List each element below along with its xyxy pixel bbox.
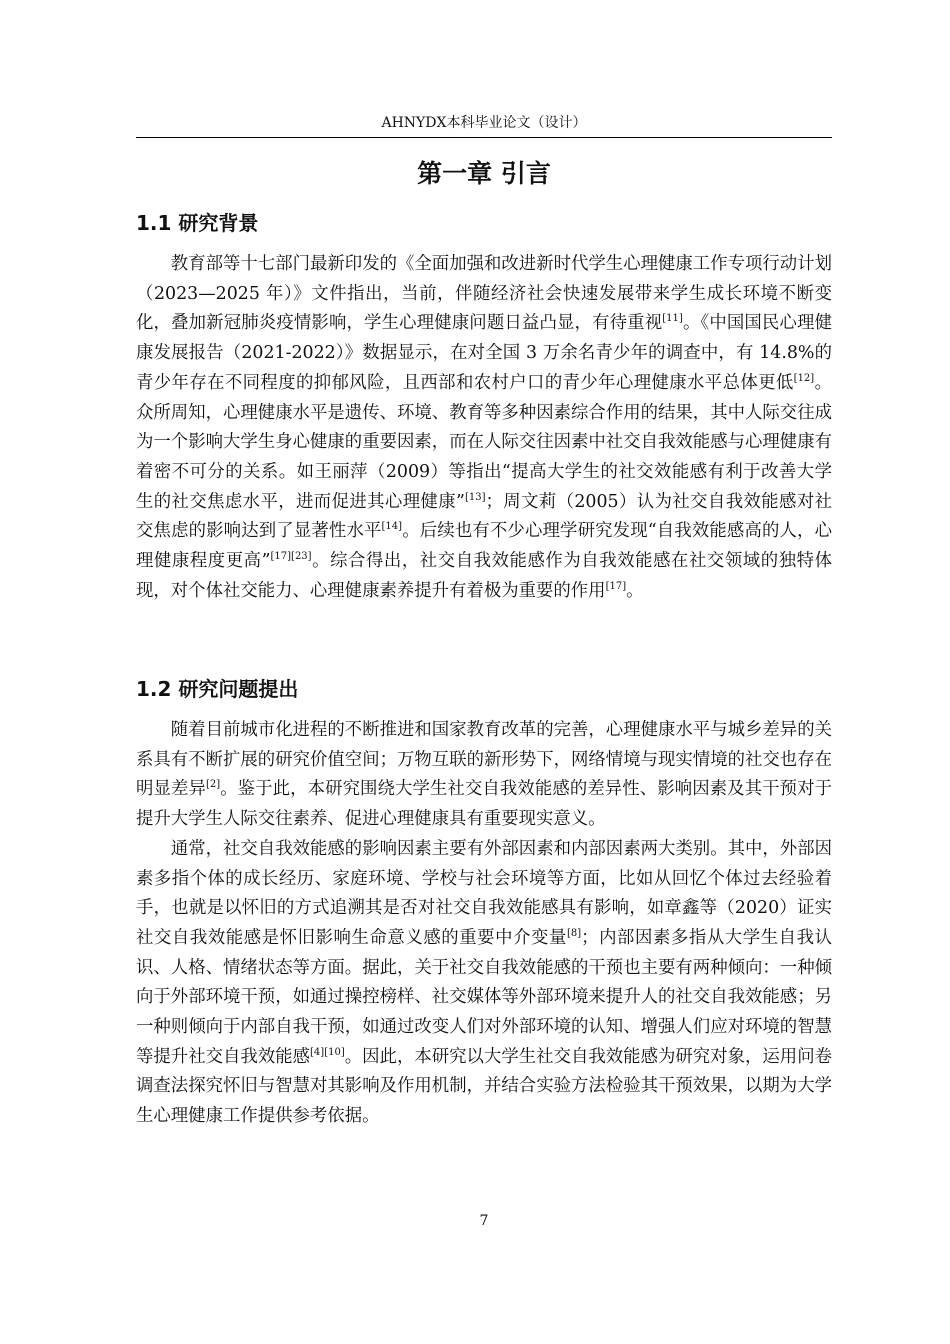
citation-marker: [12] (793, 373, 815, 385)
paragraph-text: ；周文莉（2005）认为社交自我效能感对社交焦虑的影响达到了显著性水平 (136, 491, 832, 542)
paragraph-text: 。鉴于此，本研究围绕大学生社交自我效能感的差异性、影响因素及其干预对于提升大学生人际交往素养、促进心理健康具有重要现实意义。 (136, 779, 832, 830)
citation-marker: [17][23] (270, 551, 312, 563)
running-header: AHNYDX本科毕业论文（设计） (381, 115, 587, 131)
citation-marker: [17] (605, 580, 627, 592)
paragraph-text: 。众所周知，心理健康水平是遗传、环境、教育等多种因素综合作用的结果，其中人际交往成为一个影响大学生身心健康的重要因素，而在人际交往因素中社交自我效能感与心理健康有着密不可分的关系。如王丽萍（2009）等指出“提高大学生的社交效能感有利于改善大学生的社交焦虑水平，进而促进其心理健康” (136, 372, 832, 512)
paragraph (136, 250, 832, 606)
citation-marker: [13] (464, 491, 486, 503)
paragraph-text: 。因此，本研究以大学生社交自我效能感为研究对象，运用问卷调查法探究怀旧与智慧对其影响及作用机制，并结合实验方法检验其干预效果，以期为大学生心理健康工作提供参考依据。 (136, 1046, 832, 1127)
page-number: 7 (479, 1213, 489, 1229)
paragraph-text: 。综合得出，社交自我效能感作为自我效能感在社交领域的独特体现，对个体社交能力、心理健康素养提升有着极为重要的作用 (136, 551, 832, 601)
header-rule (136, 137, 832, 138)
paragraph-text: 通常，社交自我效能感的影响因素主要有外部因素和内部因素两大类别。其中，外部因素多指个体的成长经历、家庭环境、学校与社会环境等方面，比如从回忆个体过去经验着手，也就是以怀旧的方式追溯其是否对社交自我效能感具有影响，如章鑫等（2020）证实社交自我效能感是怀旧影响生命意义感的重要中介变量 (136, 838, 832, 948)
section-heading-1-1: 1.1 研究背景 (136, 211, 259, 235)
section-body-1-2 (136, 716, 832, 1132)
paragraph (136, 716, 832, 835)
paragraph (136, 835, 832, 1132)
citation-marker: [2] (205, 779, 221, 791)
chapter-title: 第一章 引言 (417, 159, 551, 188)
paragraph-text: 。后续也有不少心理学研究发现“自我效能感高的人，心理健康程度更高” (136, 521, 832, 572)
paragraph-text: 。 (626, 580, 644, 601)
citation-marker: [4][10] (310, 1046, 345, 1058)
citation-marker: [8] (566, 928, 582, 940)
section-heading-1-2: 1.2 研究问题提出 (136, 677, 299, 701)
paragraph-text: ；内部因素多指从大学生自我认识、人格、情绪状态等方面。据此，关于社交自我效能感的干预也主要有两种倾向：一种倾向于外部环境干预，如通过操控榜样、社交媒体等外部环境来提升人的社交自我效能感；另一种则倾向于内部自我干预，如通过改变人们对外部环境的认知、增强人们应对环境的智慧等提升社交自我效能感 (136, 927, 832, 1067)
paragraph-text: 。《中国国民心理健康发展报告（2021-2022）》数据显示，在对全国 3 万余名青少年的调查中，有 14.8%的青少年存在不同程度的抑郁风险，且西部和农村户口的青少年心理健康水平总体更低 (136, 313, 832, 393)
citation-marker: [14] (381, 521, 403, 533)
paragraph-text: 随着目前城市化进程的不断推进和国家教育改革的完善，心理健康水平与城乡差异的关系具有不断扩展的研究价值空间；万物互联的新形势下，网络情境与现实情境的社交也存在明显差异 (136, 720, 832, 800)
section-body-1-1 (136, 250, 832, 606)
citation-marker: [11] (662, 313, 683, 325)
paragraph-text: 教育部等十七部门最新印发的《全面加强和改进新时代学生心理健康工作专项行动计划（2023—2025 年）》文件指出，当前，伴随经济社会快速发展带来学生成长环境不断变化，叠加新冠肺炎疫情影响，学生心理健康问题日益凸显，有待重视 (136, 254, 832, 334)
